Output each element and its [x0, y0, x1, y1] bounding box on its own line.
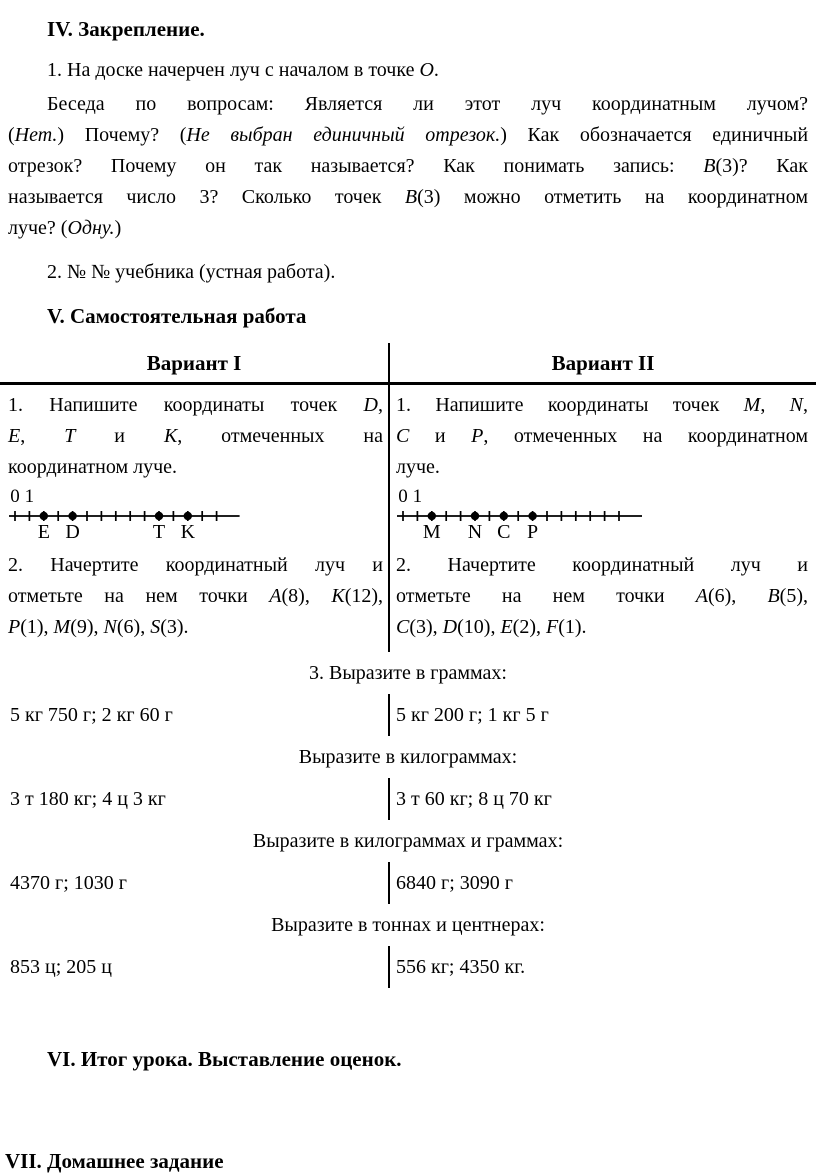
conversion-values-tonnes-centners: [0, 946, 816, 988]
coordinate-ray-variant2-figure: [396, 486, 808, 541]
task2-variant1-cell: [0, 545, 390, 652]
variants-table-header-row: [0, 343, 816, 385]
task1-variant1-cell: [0, 385, 390, 545]
conversion-kg-g-variant1: 4370 г; 1030 г: [0, 862, 390, 904]
discussion-paragraph: Беседа по вопросам: Является ли этот луч координатным лучом? (Нет.) Почему? (Не выбран единичный отрезок.) Как обозначается единичный отрезок? Почему он так называется? Как понимать запись: В(3)? Как называется число 3? Сколько точек В(3) можно отметить на координатном луче? (Одну.): [8, 93, 809, 239]
svg-text:M: M: [422, 521, 441, 543]
conversion-values-kg-and-g: [0, 862, 816, 904]
variants-table: [0, 343, 816, 988]
conversion-values-kilograms: [0, 778, 816, 820]
svg-text:K: K: [180, 520, 196, 543]
section-iv-item2: 2. № № учебника (устная работа).: [47, 261, 336, 283]
conversion-grams-variant2: 5 кг 200 г; 1 кг 5 г: [396, 704, 549, 726]
variant2-header: Вариант II: [551, 351, 655, 375]
conversion-tonnes-variant2: 556 кг; 4350 кг.: [396, 956, 526, 978]
task1-row: [0, 385, 816, 545]
conversion-prompt-grams: 3. Выразите в граммах:: [308, 662, 507, 684]
conversion-kilograms-variant1: 3 т 180 кг; 4 ц 3 кг: [0, 778, 390, 820]
svg-text:0: 0: [398, 486, 408, 507]
conversion-tonnes-variant1: 853 ц; 205 ц: [0, 946, 390, 988]
section-v-heading: V. Самостоятельная работа: [47, 304, 307, 328]
conversion-values-grams: [0, 694, 816, 736]
section-vii-heading: VII. Домашнее задание: [5, 1149, 224, 1173]
conversion-grams-variant1: 5 кг 750 г; 2 кг 60 г: [0, 694, 390, 736]
section-iv-item1: 1. На доске начерчен луч с началом в точке О.: [47, 59, 439, 81]
svg-text:1: 1: [412, 486, 423, 507]
task2-variant2-cell: [390, 545, 816, 652]
conversion-prompt-kg-and-g: Выразите в килограммах и граммах:: [252, 830, 564, 852]
conversion-prompt-kilograms: Выразите в килограммах:: [298, 746, 518, 768]
conversion-kilograms-variant2: 3 т 60 кг; 8 ц 70 кг: [396, 788, 552, 810]
section-vi-heading: VI. Итог урока. Выставление оценок.: [47, 1047, 402, 1071]
svg-text:0: 0: [10, 486, 20, 508]
task2-variant2-text: 2. Начертите координатный луч и отметьте на нем точки А(6), В(5), С(3), D(10), Е(2), F(1).: [396, 554, 808, 638]
svg-text:E: E: [37, 520, 50, 543]
svg-text:1: 1: [24, 486, 35, 508]
variant1-header: Вариант I: [0, 343, 390, 382]
conversion-kg-g-variant2: 6840 г; 3090 г: [396, 872, 513, 894]
task1-variant1-text: 1. Напишите координаты точек D, Е, Т и К, отмеченных на координатном луче.: [8, 394, 384, 478]
conversion-prompt-tonnes-centners: Выразите в тоннах и центнерах:: [271, 914, 545, 936]
svg-text:C: C: [497, 521, 511, 543]
coordinate-ray-variant1-figure: [8, 486, 383, 541]
task2-row: [0, 545, 816, 652]
svg-text:P: P: [527, 521, 539, 543]
svg-text:T: T: [152, 520, 166, 543]
task1-variant2-cell: [390, 385, 816, 545]
task1-variant2-text: 1. Напишите координаты точек М, N, С и Р, отмеченных на координатном луче.: [396, 394, 809, 478]
svg-text:N: N: [467, 521, 483, 543]
svg-text:D: D: [65, 520, 80, 543]
task2-variant1-text: 2. Начертите координатный луч и отметьте на нем точки А(8), К(12), Р(1), М(9), N(6), S(3).: [8, 554, 384, 638]
section-iv-heading: IV. Закрепление.: [47, 17, 205, 41]
